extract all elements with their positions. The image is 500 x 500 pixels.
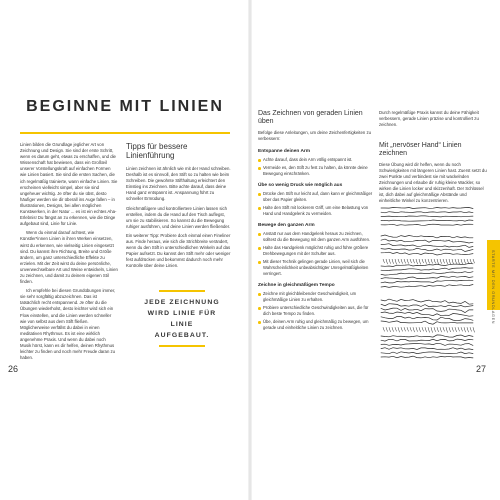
sketch-line [381,308,473,313]
sketch-line [381,248,473,251]
hatch-mark [437,259,439,264]
hatch-mark [437,327,439,332]
hatch-mark [389,259,391,264]
title-underline [20,132,230,134]
section-list-low-pressure [258,191,376,217]
sketch-line [381,268,473,271]
hatch-mark [413,327,415,332]
chapter-title: BEGINNE MIT LINIEN [26,98,224,115]
sketch-line [381,216,473,217]
hatch-mark [404,259,406,263]
hatch-mark [461,259,463,264]
hatch-mark [398,327,400,332]
hatch-mark [449,259,451,264]
chapter-side-label: STARTE MIT DEN GRUNDLAGEN [491,250,495,325]
hatch-mark [386,259,388,264]
hatch-mark [401,259,403,264]
sketch-line [381,244,473,248]
sketch-line [381,212,473,213]
intro-paragraph-2: Wenn du einmal darauf achtest, wie Künstler*innen Linien in ihren Werken einsetzen, wirst du erkennen, wie vielseitig Linien eingesetzt sind. Du kannst ihre Richtung, Breite und Größe ändern, um ganz unterschiedliche Effekte zu erzielen. Mit der Zeit wirst du deine persönliche, unverwechselbare Art und Weise entwickeln, Linien zu zeichnen, und damit zu deinem eigenen Stil finden. [20,230,118,285]
straight-lines-intro: Befolge diese Anleitungen, um deine Zeichenfertigkeiten zu verbessern: [258,130,371,141]
hatch-mark [410,327,412,331]
section-list-relax-arm [258,157,376,177]
straight-lines-heading: Das Zeichnen von geraden Linien üben [258,110,363,125]
hatch-mark [443,327,445,331]
section-title-relax-arm: Entspanne deinen Arm [258,149,311,154]
list-item: Probiere unterschiedliche Geschwindigkeiten aus, die für dich beste Tempo zu finden. [258,305,376,317]
hatch-mark [461,327,463,331]
hatch-mark [464,327,466,332]
sketch-line [381,304,473,307]
hatch-mark [473,259,475,263]
hatch-mark [425,259,427,264]
hatch-mark [416,327,418,331]
sketch-line [381,276,473,279]
sketch-line [381,285,473,288]
list-item: Vermeide es, den Stift zu fest zu halten, da könnte deine Bewegung einschränken. [258,165,376,177]
hatch-mark [383,327,385,331]
pullquote-rule-bottom [159,345,205,347]
chapter-title-block [0,98,250,116]
hatch-mark [455,259,457,264]
sketch-line [381,312,473,316]
tips-heading: Tipps für bessere Linienführung [126,142,188,160]
hatch-mark [422,327,424,331]
tips-paragraph-2: Gleichmäßigere und kontrolliertere Linien lassen sich erstellen, indem du die Hand auf den Tisch auflegst, um sie zu stabilisieren. So kannst du die Bewegung ruhiger ausführen, und deine Linien werden fließender. [126,205,231,229]
hatch-mark [419,327,421,332]
book-gutter [248,0,252,500]
list-item: Halte den Stift mit lockerem Griff, um eine Belastung von Hand und Handgelenk zu vermeiden. [258,205,376,217]
hatch-mark [407,327,409,331]
sketch-line [381,235,473,238]
hatch-mark [440,259,442,264]
section-title-even-tempo: Zeichne in gleichmäßigem Tempo [258,283,335,288]
hatch-mark [419,259,421,264]
page-number-left: 26 [8,364,19,374]
section-list-even-tempo [258,291,376,331]
hatch-mark [473,327,475,332]
pullquote-rule-top [159,290,205,292]
hatch-mark [413,259,415,263]
hatch-mark [416,259,418,264]
hatch-mark [386,327,388,331]
hatch-mark [392,259,394,264]
list-item: Halte das Handgelenk möglichst ruhig und führe größere Drehbewegungen mit der Schulter aus. [258,245,376,257]
hatch-mark [392,327,394,332]
hatch-mark [422,259,424,263]
hatch-mark [455,327,457,332]
list-item: Anstatt nur aus dem Handgelenk heraus zu zeichnen, solltest du die Bewegung mit dem ganzen Arm ausführen. [258,231,376,243]
sketch-line [381,321,473,324]
list-item: Drücke den Stift nur leicht auf, dann kann er gleichmäßiger über das Papier gleiten. [258,191,376,203]
hatch-mark [425,327,427,332]
page-number-right: 27 [476,364,487,374]
hatch-mark [470,259,472,263]
tips-body [126,166,232,270]
hatch-mark [452,259,454,264]
hatch-mark [467,327,469,332]
hatch-mark [458,327,460,331]
hatch-mark [446,259,448,264]
hatch-mark [395,259,397,264]
hatch-mark [428,327,430,332]
sketch-line [381,335,473,337]
tips-column [126,142,232,273]
sketch-line [381,299,473,304]
tips-paragraph-1: Linien zeichnen ist ähnlich wie mit der Hand schreiben. Deshalb ist es sinnvoll, den Stift so zu halten wie beim Schreiben. Die gewohnte Stifthaltung erleichtert den Einstieg ins Zeichnen. Bitte achte darauf, dass deine Hand ganz entspannt ist. Anspannung führt zu schneller Ermüdung. [126,166,231,202]
straight-lines-column [258,110,376,337]
pullquote-line-2: WIRD LINIE FÜR LINIE [147,310,217,328]
pullquote-line-3: AUFGEBAUT. [154,332,210,339]
line-practice-illustration [379,200,478,380]
left-column-intro [20,142,118,364]
sketch-line [381,343,473,345]
intro-paragraph-3: Ich empfehle bei diesen Grundübungen immer, sie sehr sorgfältig abzuzeichnen. Das ist tatsächlich recht entspannend. Je öfter du die Übungen wiederholst, desto leichter wird sich ein Flow einstellen, und die Linien werden schneller wie von selbst aus dem Stift fließen. Möglicherweise verfällst du dabei in einen meditativen Rhythmus. Es ist eine wirklich angenehme Praxis. Und wenn du dabei noch Musik hörst, kann es dir helfen, deinen Rhythmus leichter zu finden und noch mehr Freude daran zu haben. [20,288,116,361]
tips-paragraph-3: Ein weiterer Tipp: Probiere doch einmal einen Fineliner aus. Finde heraus, wie sich die Strichbreite verändert, wenn du den Stift in unterschiedlichen Winkeln auf das Papier aufsetzt. Du kannst den Stift mehr oder weniger fest aufdrücken und bekommst dadurch noch mehr Kontrolle über deine Linien. [126,232,231,269]
list-item: Übe, deinen Arm ruhig und gleichmäßig zu bewegen, um gerade und einheitliche Linien zu zeichnen. [258,319,376,331]
hatch-mark [428,259,430,263]
section-title-whole-arm: Bewege den ganzen Arm [258,223,315,228]
list-item: Zeichne mit gleichbleibender Geschwindigkeit, um gleichmäßige Linien zu erhalten. [258,291,376,303]
sketch-line [381,252,473,255]
hatch-mark [395,327,397,331]
hatch-mark [404,327,406,331]
sketch-line [381,239,473,243]
list-item: Achte darauf, dass dein Arm völlig entspannt ist. [258,157,376,163]
hatch-mark [431,327,433,332]
sketch-line [381,317,473,321]
hatch-mark [383,259,385,263]
pullquote [136,297,228,341]
hatch-mark [440,327,442,332]
hatch-mark [389,327,391,332]
sketch-line [381,352,473,354]
hatch-mark [446,327,448,332]
hatch-mark [470,327,472,331]
hatch-mark [458,259,460,264]
intro-paragraph-1: Linien bilden die Grundlage jeglicher Art von Zeichnung und Design. Sie sind der erste Schritt, wenn es darum geht, etwas zu erschaffen, und die Wissenschaft hat bewiesen, dass ein Großteil unserer Vorstellungskraft auf einfachen Formen wie Linien basiert. Sie sind die ersten Sachen, die ich regelmäßig trainierte, wann einfache Linien. Sie erscheinen vielleicht simpel, aber sie sind ungeheuer wichtig. Je öfter du sie übst, desto häufiger werden sie dir überall ins Auge fallen – in Illustrationen, Designs, bei allen möglichen Kunstwerken, in der Natur ... es ist ein echtes Aha-Erlebnis! Du fängst an zu erkennen, wie die Dinge aufgebaut sind, Linie für Linie. [20,142,118,227]
hatch-mark [407,259,409,264]
hatch-mark [431,259,433,264]
nervous-hand-text: Diese Übung wird dir helfen, wenn du noch Schwierigkeiten mit längeren Linien hast. Zuerst setzt du zwei Punkte und verbindest sie mit wackelnden Zeichnungen und erlaube dir ruhig kleine Wackler, so wirken die Linien locker und skizzenhaft. Der Schlüssel ist, dich dabei auf gleichmäßige Abstände und einheitliche Winkel zu konzentrieren. [379,162,487,203]
sketch-line [381,208,473,209]
sketch-line [381,356,473,358]
section-list-whole-arm [258,231,376,277]
hatch-mark [434,327,436,332]
hatch-mark [467,259,469,263]
nervous-hand-heading: Mit „nervöser Hand“ Linien zeichnen [379,142,462,157]
practice-note: Durch regelmäßige Praxis kannst du deine Fähigkeit verbessern, gerade Linien präzise und kontrolliert zu zeichnen. [379,110,479,127]
hatch-mark [449,327,451,332]
hatch-mark [443,259,445,263]
hatch-mark [398,259,400,263]
sketch-line [381,280,473,283]
hatch-mark [464,259,466,264]
hatch-mark [401,327,403,331]
sketch-line [381,348,473,350]
list-item: Mit dieser Technik gelingen gerade Linien, weil sich die Wahrscheinlichkeit unbeabsichtigter Unregelmäßigkeiten verringert. [258,259,376,277]
sketch-line [381,272,473,275]
hatch-mark [410,259,412,263]
pullquote-line-1: JEDE ZEICHNUNG [144,299,220,306]
sketch-line [381,220,473,221]
sketch-line [381,339,473,341]
hatch-mark [434,259,436,263]
section-title-low-pressure: Übe so wenig Druck wie möglich aus [258,183,343,188]
sketch-line [381,224,473,225]
hatch-mark [452,327,454,331]
